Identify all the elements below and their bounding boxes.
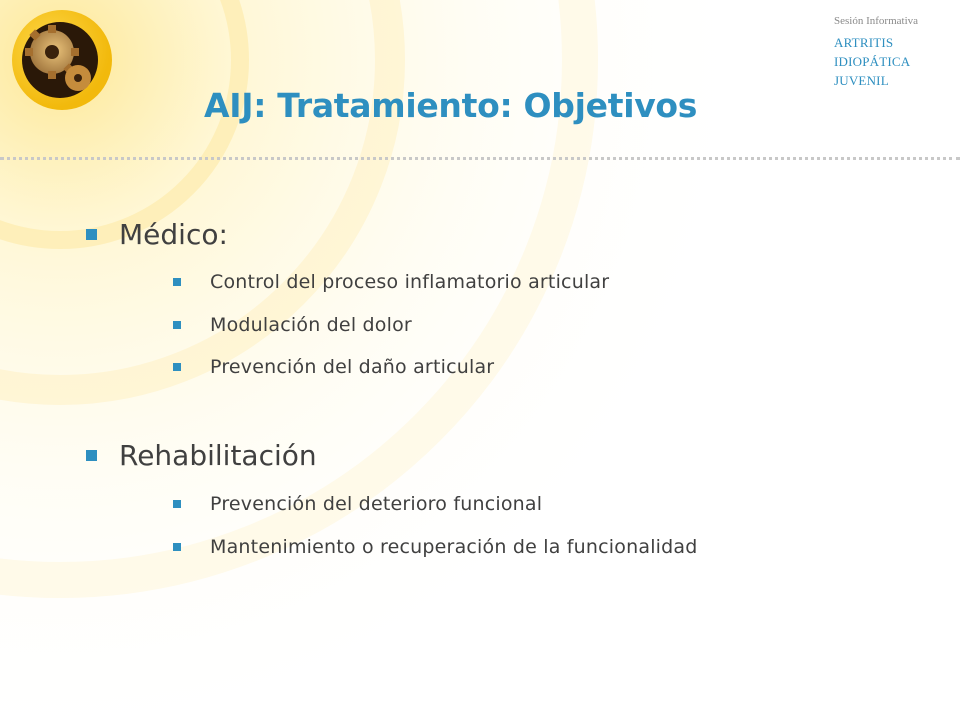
caption-line: IDIOPÁTICA — [834, 54, 911, 69]
square-bullet-icon — [173, 363, 181, 371]
list-item-text: Prevención del daño articular — [210, 356, 495, 378]
list-item — [173, 271, 609, 293]
square-bullet-icon — [173, 543, 181, 551]
list-item-text: Control del proceso inflamatorio articular — [210, 271, 610, 293]
list-item — [173, 356, 494, 378]
section-heading — [86, 439, 317, 472]
square-bullet-icon — [86, 229, 97, 240]
caption-line: JUVENIL — [834, 73, 889, 88]
caption-line: ARTRITIS — [834, 35, 894, 50]
square-bullet-icon — [173, 321, 181, 329]
square-bullet-icon — [173, 278, 181, 286]
list-item-text: Prevención del deterioro funcional — [210, 493, 543, 515]
list-item — [173, 536, 698, 558]
section-label: Médico: — [119, 218, 228, 251]
slide-title: AIJ: Tratamiento: Objetivos — [204, 86, 698, 125]
section-label: Rehabilitación — [119, 439, 317, 472]
section-heading — [86, 218, 228, 251]
list-item-text: Mantenimiento o recuperación de la funcionalidad — [210, 536, 698, 558]
square-bullet-icon — [173, 500, 181, 508]
caption-small-text: Sesión Informativa — [834, 15, 919, 27]
list-item-text: Modulación del dolor — [210, 314, 412, 336]
list-item — [173, 493, 542, 515]
list-item — [173, 314, 412, 336]
square-bullet-icon — [86, 450, 97, 461]
